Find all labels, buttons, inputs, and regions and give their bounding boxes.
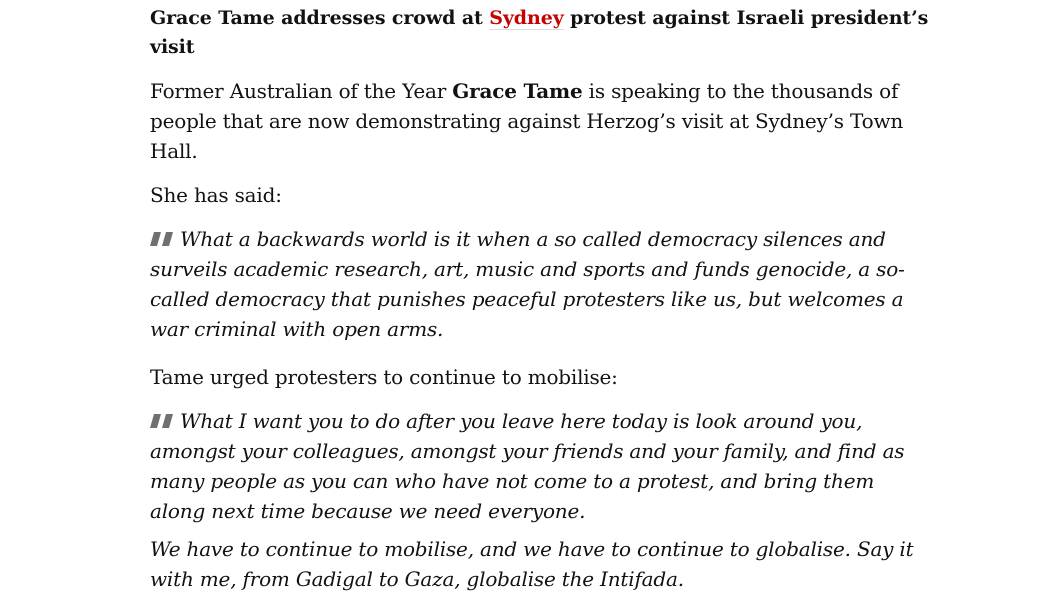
quote-third: We have to continue to mobilise, and we have to continue to globalise. Say it with me, from Gadigal to Gaza, globalise the Intifada. — [150, 537, 914, 591]
quote-first — [150, 224, 930, 344]
quote-mark-icon — [150, 231, 174, 247]
tame-urged-paragraph: Tame urged protesters to continue to mobilise: — [150, 365, 618, 389]
quote-mark-icon — [150, 413, 174, 429]
she-said-paragraph: She has said: — [150, 183, 282, 207]
article-body — [150, 4, 930, 594]
quote-second — [150, 406, 930, 526]
block-headline — [150, 4, 930, 62]
intro-bold-name: Grace Tame — [452, 79, 583, 103]
intro-text-end: is speaking to the thousands of people that are now demonstrating against Herzog’s visit at Sydney’s Town Hall. — [150, 79, 904, 163]
intro-paragraph — [150, 76, 930, 166]
headline-text-start: Grace Tame addresses crowd at — [150, 7, 490, 29]
quote-second-text: What I want you to do after you leave here today is look around you, amongst your colleagues, amongst your friends and your family, and find as many people as you can who have not come to a protest, and bring them along next time because we need everyone. — [150, 409, 905, 523]
quote-first-text: What a backwards world is it when a so called democracy silences and surveils academic research, art, music and sports and funds genocide, a so-called democracy that punishes peaceful protesters like us, but welcomes a war criminal with open arms. — [150, 227, 905, 341]
sydney-link[interactable]: Sydney — [489, 7, 564, 29]
headline-text-end: protest against Israeli president’s visit — [150, 7, 929, 58]
intro-text-start: Former Australian of the Year — [150, 79, 453, 103]
